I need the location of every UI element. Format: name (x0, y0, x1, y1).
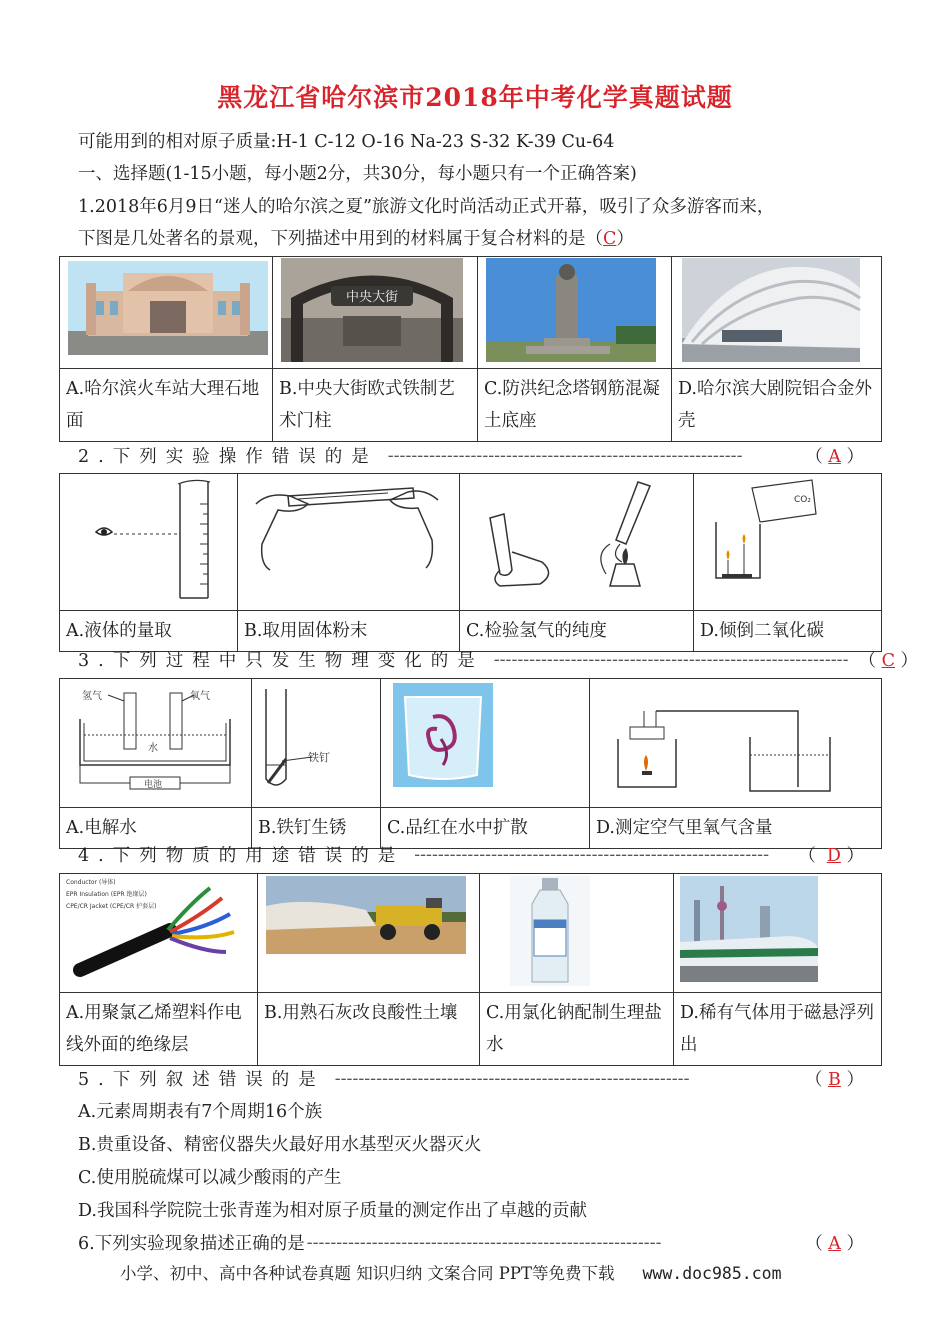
q2-paren (805, 443, 864, 468)
q2-option-d: D.倾倒二氧化碳 (694, 611, 882, 652)
q5-option-a: A.元素周期表有7个周期16个族 (78, 1102, 323, 1122)
electrolysis-diagram (60, 679, 250, 803)
station-image (68, 261, 268, 355)
grand-theatre-image (682, 258, 860, 362)
q3-option-table (59, 678, 882, 849)
graduated-cylinder-diagram (60, 474, 236, 606)
dye-diffusion-image (393, 683, 493, 787)
q2-answer: A (828, 447, 841, 467)
q3-option-d: D.测定空气里氧气含量 (590, 808, 882, 849)
q3-close-paren: ） (900, 651, 919, 671)
q1-image-c-cell (478, 257, 672, 369)
q3-answer: C (881, 651, 895, 671)
hydrogen-purity-diagram (460, 474, 692, 606)
q4-open-paren: （ (798, 846, 816, 866)
q4-image-a-cell (60, 874, 258, 993)
q6-paren (805, 1230, 864, 1255)
cable-label-jacket: CPE/CR Jacket (CPE/CR 护套层) (66, 903, 157, 910)
footer-site-link[interactable]: www.doc985.com (642, 1264, 782, 1283)
q4-option-a: A.用聚氯乙烯塑料作电线外面的绝缘层 (60, 993, 258, 1066)
q4-image-b-cell (258, 874, 480, 993)
pour-co2-diagram (694, 474, 880, 606)
q2-image-d-cell (694, 474, 882, 611)
q4-option-table (59, 873, 882, 1066)
q5-option-b: B.贵重设备、精密仪器失火最好用水基型灭火器灭火 (78, 1135, 482, 1155)
q6-stem: 6.下列实验现象描述正确的是 (78, 1234, 305, 1254)
q2-stem-line (78, 443, 864, 468)
q1-option-b: B.中央大街欧式铁制艺术门柱 (273, 369, 478, 442)
cable-label-conductor: Conductor (导体) (66, 879, 116, 886)
q3-image-c-cell (381, 679, 590, 808)
cable-label-insulation: EPR Insulation (EPR 绝缘层) (66, 891, 147, 898)
q5-option-c: C.使用脱硫煤可以减少酸雨的产生 (78, 1168, 342, 1188)
oxygen-content-apparatus (590, 679, 880, 803)
q3-image-b-cell (252, 679, 381, 808)
q4-stem-line (78, 842, 864, 867)
q6-open-paren: （ (805, 1234, 823, 1254)
q1-image-b-cell (273, 257, 478, 369)
battery-label: 电池 (144, 780, 163, 790)
maglev-train-image (680, 876, 818, 982)
q1-stem-line2 (78, 225, 634, 250)
saline-bottle-image (510, 876, 590, 986)
q6-stem-line (78, 1230, 864, 1255)
iron-nail-diagram (252, 679, 379, 803)
q4-dashes: ------------------------------------------------------------ (414, 844, 769, 865)
q2-option-table (59, 473, 882, 652)
page-footer (120, 1260, 782, 1284)
q2-image-b-cell (238, 474, 460, 611)
water-label: 水 (148, 743, 158, 754)
q1-option-a: A.哈尔滨火车站大理石地面 (60, 369, 273, 442)
q5-dashes: ------------------------------------------------------------ (334, 1068, 690, 1089)
q1-image-d-cell (672, 257, 882, 369)
q3-image-d-cell (590, 679, 882, 808)
page-title: 黑龙江省哈尔滨市2018年中考化学真题试题 (217, 83, 733, 112)
q4-close-paren: ） (846, 846, 864, 866)
section-heading: 一、选择题(1-15小题，每小题2分，共30分，每小题只有一个正确答案) (78, 164, 637, 184)
q5-stem-line (78, 1066, 864, 1091)
q4-image-c-cell (480, 874, 674, 993)
q5-open-paren: （ (804, 1070, 823, 1090)
q2-open-paren: （ (805, 447, 823, 467)
central-street-gate-image (281, 258, 463, 362)
q2-image-a-cell (60, 474, 238, 611)
q4-stem: 4.下列物质的用途错误的是 (78, 846, 405, 866)
hydrogen-label: 氢气 (82, 691, 102, 702)
q5-answer: B (828, 1070, 841, 1090)
flood-tower-image (486, 258, 656, 362)
q2-stem: 2.下列实验操作错误的是 (78, 447, 378, 467)
powder-transfer-diagram (238, 474, 458, 606)
q3-image-a-cell (60, 679, 252, 808)
lime-spreader-image (266, 876, 466, 954)
q5-paren (805, 1066, 864, 1091)
q3-paren (859, 647, 919, 672)
q2-option-c: C.检验氢气的纯度 (460, 611, 694, 652)
q1-answer: C (603, 229, 617, 249)
q2-dashes: ------------------------------------------------------------ (387, 445, 743, 466)
q4-option-d: D.稀有气体用于磁悬浮列出 (674, 993, 882, 1066)
nail-label: 铁钉 (308, 751, 330, 764)
q6-answer: A (828, 1234, 841, 1254)
q2-close-paren: ） (846, 447, 864, 467)
oxygen-label: 氧气 (190, 691, 210, 702)
gate-sign-text: 中央大街 (345, 290, 399, 305)
q4-paren (798, 842, 864, 867)
q5-stem: 5.下列叙述错误的是 (78, 1070, 325, 1090)
q2-image-c-cell (460, 474, 694, 611)
q4-option-b: B.用熟石灰改良酸性土壤 (258, 993, 480, 1066)
atomic-masses-line: 可能用到的相对原子质量:H-1 C-12 O-16 Na-23 S-32 K-39 Cu-64 (78, 132, 615, 152)
q1-image-a-cell (60, 257, 273, 369)
q3-stem-line (78, 647, 919, 672)
co2-label: CO₂ (794, 495, 811, 505)
q1-stem-line1: 1.2018年6月9日“迷人的哈尔滨之夏”旅游文化时尚活动正式开幕，吸引了众多游客而来， (78, 197, 775, 217)
footer-text: 小学、初中、高中各种试卷真题 知识归纳 文案合同 PPT等免费下载 (120, 1264, 615, 1283)
q4-image-d-cell (674, 874, 882, 993)
q1-option-table (59, 256, 882, 442)
q1-stem-text: 下图是几处著名的景观，下列描述中用到的材料属于复合材料的是（ (78, 229, 603, 249)
q2-option-a: A.液体的量取 (60, 611, 238, 652)
q3-option-b: B.铁钉生锈 (252, 808, 381, 849)
q3-stem: 3.下列过程中只发生物理变化的是 (78, 651, 484, 671)
q3-option-c: C.品红在水中扩散 (381, 808, 590, 849)
q1-option-d: D.哈尔滨大剧院铝合金外壳 (672, 369, 882, 442)
q3-option-a: A.电解水 (60, 808, 252, 849)
q3-dashes: ------------------------------------------------------------ (493, 649, 849, 670)
q2-option-b: B.取用固体粉末 (238, 611, 460, 652)
q1-option-c: C.防洪纪念塔钢筋混凝土底座 (478, 369, 672, 442)
q6-dashes: ------------------------------------------------------------ (306, 1232, 662, 1253)
q5-close-paren: ） (846, 1070, 864, 1090)
q6-close-paren: ） (846, 1234, 864, 1254)
q1-close-paren: ） (616, 229, 634, 249)
q4-answer: D (826, 846, 841, 866)
cable-diagram (60, 874, 256, 988)
q3-open-paren: （ (858, 651, 876, 671)
q4-option-c: C.用氯化钠配制生理盐水 (480, 993, 674, 1066)
q5-option-d: D.我国科学院院士张青莲为相对原子质量的测定作出了卓越的贡献 (78, 1201, 587, 1221)
